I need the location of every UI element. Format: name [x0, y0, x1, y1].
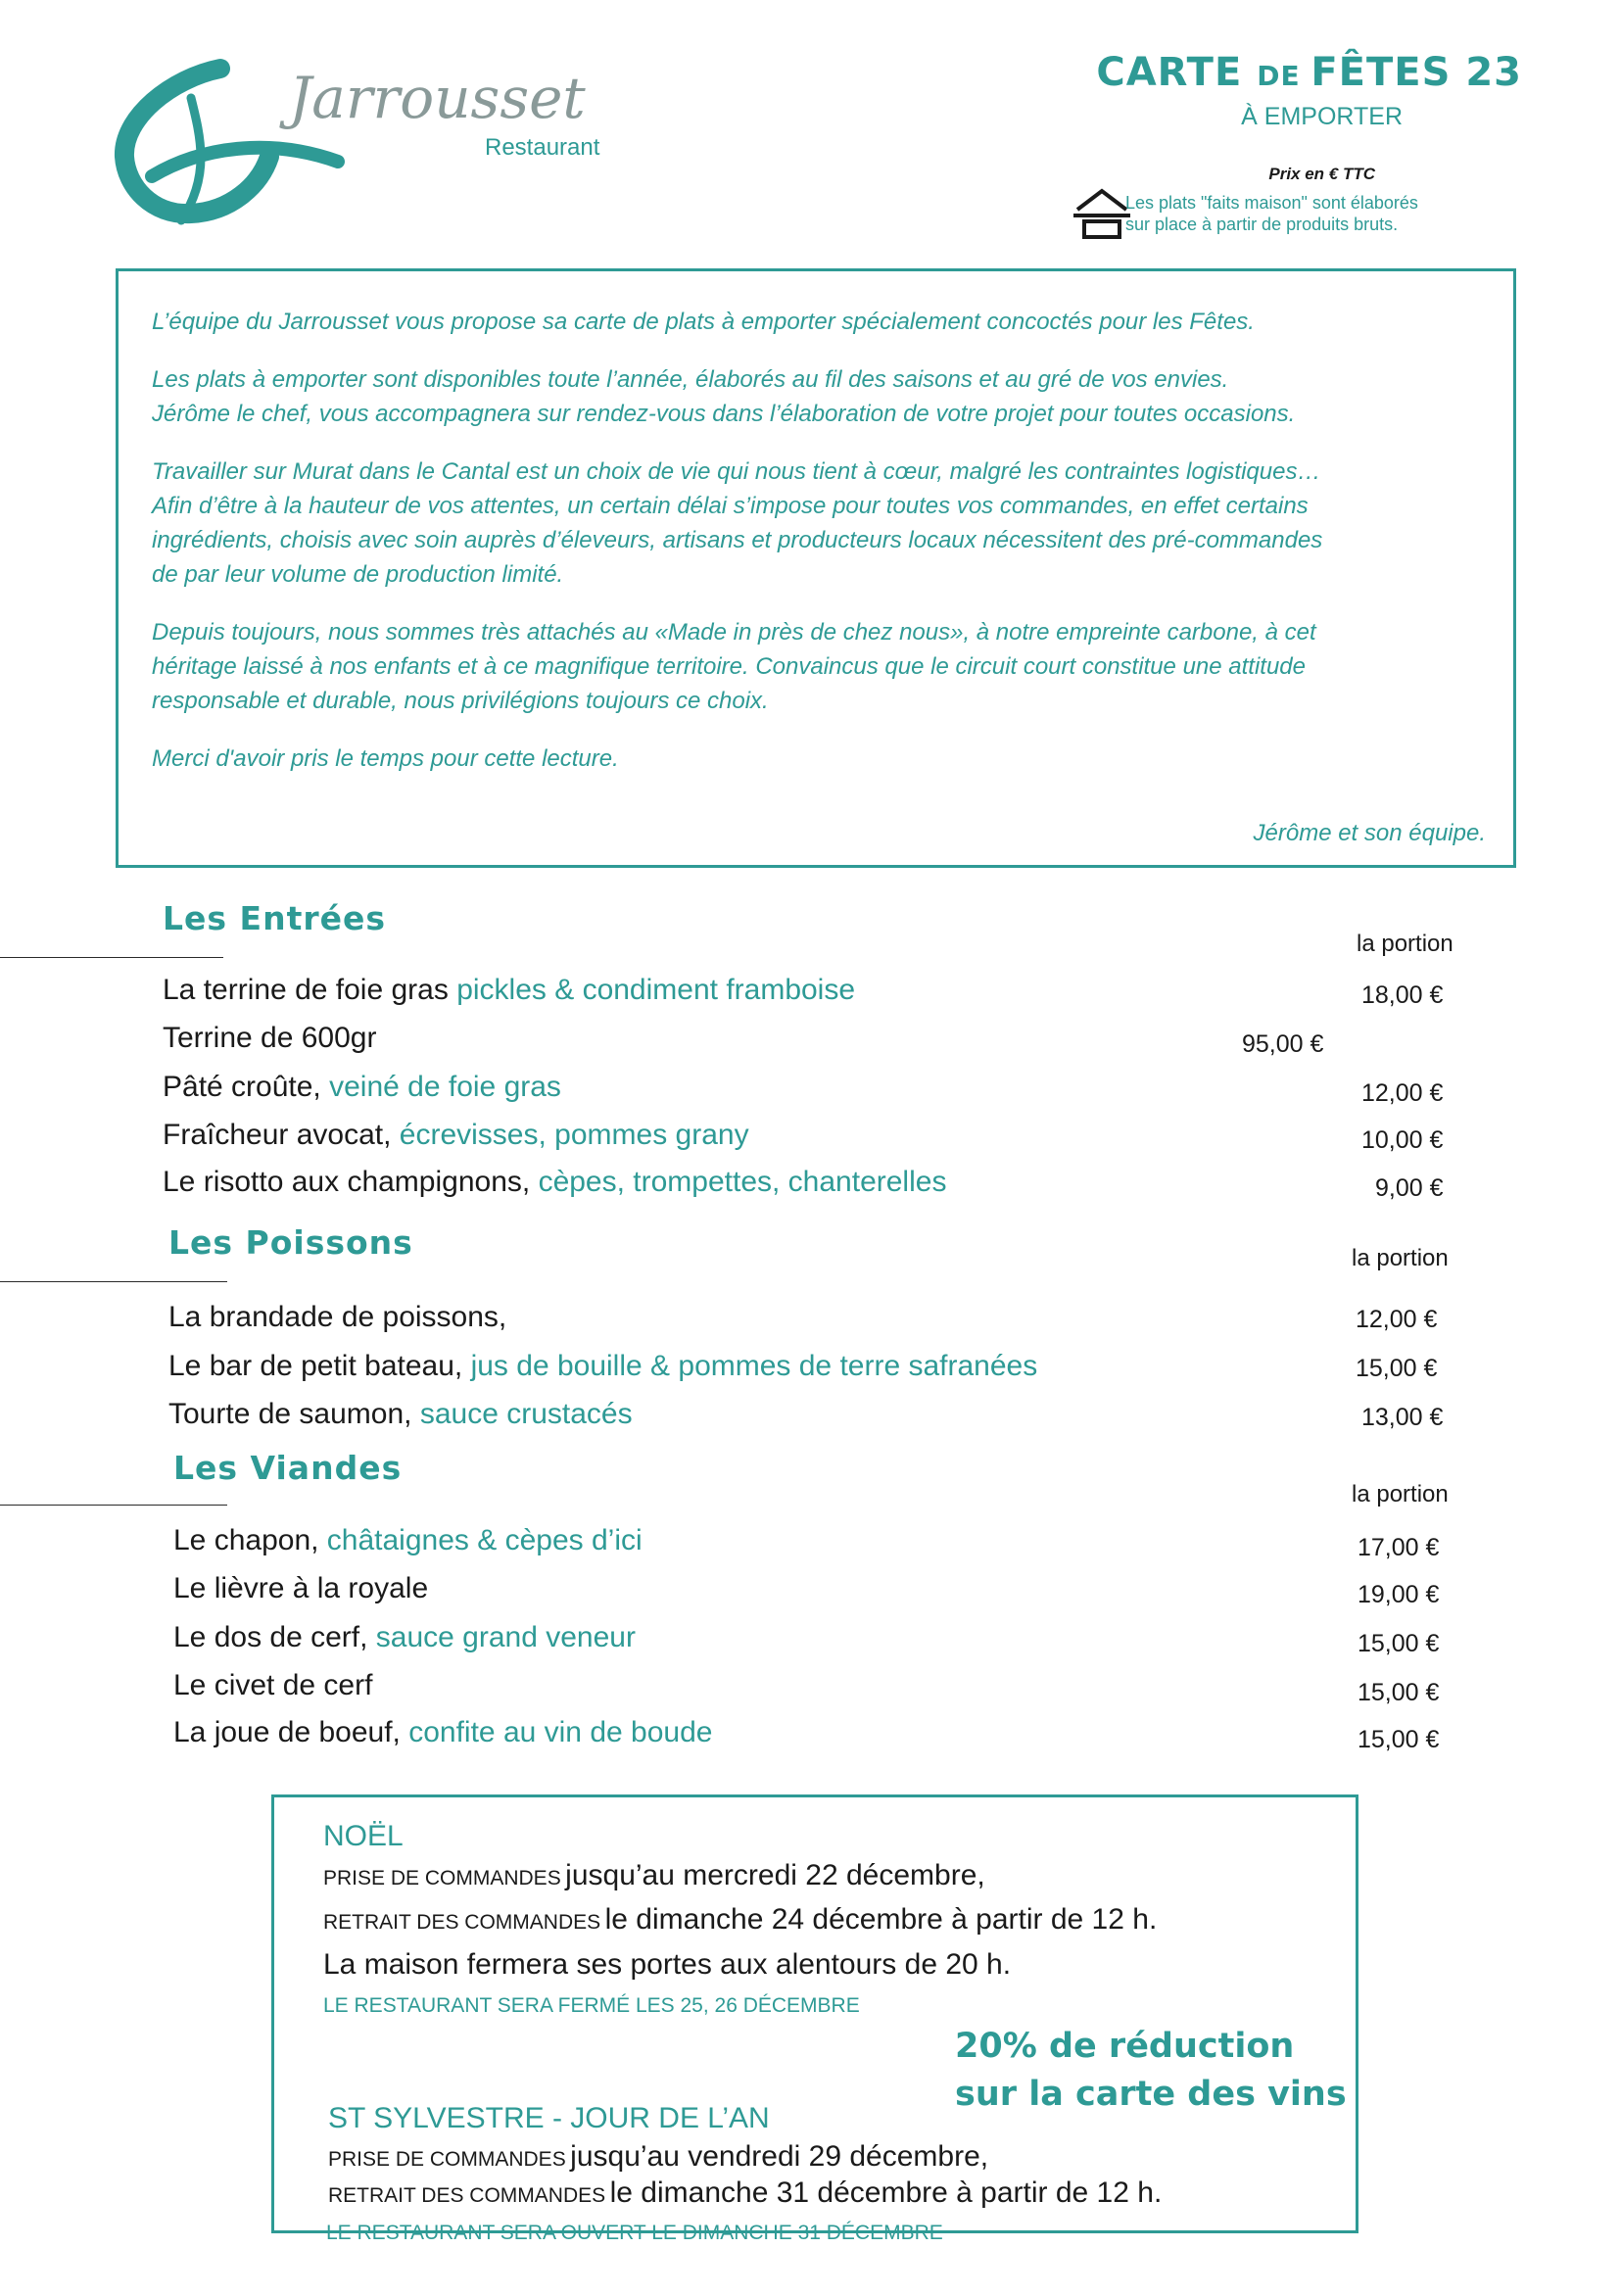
- item-price: 9,00 €: [1375, 1174, 1444, 1202]
- menu-item: [163, 1022, 376, 1055]
- house-icon: [1072, 186, 1132, 241]
- noel-closing: La maison fermera ses portes aux alentours de 20 h.: [323, 1948, 1012, 1981]
- homemade-line-1: Les plats "faits maison" sont élaborés: [1125, 193, 1418, 213]
- item-price: 95,00 €: [1242, 1030, 1324, 1058]
- intro-paragraph-2: [152, 362, 1484, 431]
- intro-paragraph-1: L’équipe du Jarrousset vous propose sa carte de plats à emporter spécialement concoctés pour les Fêtes.: [152, 309, 1255, 335]
- logo-brushstroke: [113, 39, 622, 235]
- item-name: Terrine de 600gr: [163, 1022, 377, 1054]
- item-name: Tourte de saumon,: [168, 1398, 420, 1430]
- item-name: Le chapon,: [173, 1524, 327, 1556]
- item-name: Le civet de cerf: [173, 1669, 373, 1701]
- item-name: La joue de boeuf,: [173, 1716, 409, 1748]
- item-price: 15,00 €: [1358, 1679, 1440, 1706]
- menu-item: [173, 1716, 712, 1749]
- menu-item: [168, 1398, 633, 1431]
- intro-line: Les plats à emporter sont disponibles toute l’année, élaborés au fil des saisons et au gré de vos envies.: [152, 366, 1229, 393]
- item-price: 10,00 €: [1361, 1126, 1444, 1154]
- portion-label: la portion: [1352, 1481, 1449, 1507]
- item-price: 17,00 €: [1358, 1534, 1440, 1561]
- item-price: 13,00 €: [1361, 1404, 1444, 1431]
- item-description: châtaignes & cèpes d’ici: [326, 1524, 643, 1556]
- intro-paragraph-5: Merci d'avoir pris le temps pour cette lecture.: [152, 745, 619, 772]
- wine-promo: [955, 2023, 1347, 2119]
- order-label: PRISE DE COMMANDES: [328, 2148, 566, 2171]
- intro-paragraph-4: [152, 615, 1484, 718]
- logo-tagline: Restaurant: [485, 134, 600, 161]
- title-part-de: DE: [1257, 60, 1311, 92]
- promo-line-2: sur la carte des vins: [955, 2075, 1347, 2114]
- intro-line: de par leur volume de production limité.: [152, 561, 564, 588]
- intro-line: Depuis toujours, nous sommes très attachés au «Made in près de chez nous», à notre empreinte carbone, à cet: [152, 619, 1316, 646]
- intro-box: [116, 268, 1516, 868]
- item-description: veiné de foie gras: [329, 1071, 561, 1103]
- item-description: jus de bouille & pommes de terre safranées: [470, 1350, 1038, 1382]
- title-part-fetes: FÊTES 23: [1310, 50, 1522, 95]
- section-divider: [0, 957, 223, 958]
- intro-line: ingrédients, choisis avec soin auprès d’éleveurs, artisans et producteurs locaux nécessitent des pré-commandes: [152, 527, 1323, 553]
- noel-title: NOËL: [323, 1820, 404, 1852]
- item-name: Pâté croûte,: [163, 1071, 330, 1103]
- page-header: [836, 51, 1522, 184]
- order-label: PRISE DE COMMANDES: [323, 1867, 561, 1889]
- order-value: jusqu’au vendredi 29 décembre,: [570, 2140, 989, 2173]
- sylvestre-title: ST SYLVESTRE - JOUR DE L’AN: [328, 2102, 770, 2134]
- homemade-notice: [1072, 186, 1502, 241]
- item-price: 15,00 €: [1356, 1355, 1438, 1382]
- menu-item: [163, 974, 855, 1007]
- section-divider: [0, 1505, 227, 1506]
- noel-order-row: [323, 1859, 985, 1892]
- menu-item: [168, 1350, 1037, 1383]
- menu-item: [168, 1301, 506, 1334]
- item-name: Fraîcheur avocat,: [163, 1119, 400, 1151]
- intro-line: héritage laissé à nos enfants et à ce magnifique territoire. Convaincus que le circuit court constitue une attitude: [152, 653, 1307, 680]
- item-description: pickles & condiment framboise: [456, 974, 856, 1006]
- price-note: Prix en € TTC: [1268, 165, 1375, 183]
- item-price: 12,00 €: [1356, 1306, 1438, 1333]
- section-title-poissons: Les Poissons: [168, 1223, 413, 1262]
- intro-line: responsable et durable, nous privilégions toujours ce choix.: [152, 688, 769, 714]
- order-value: jusqu’au mercredi 22 décembre,: [565, 1859, 985, 1891]
- portion-label: la portion: [1357, 931, 1453, 957]
- page-title: [836, 51, 1522, 98]
- item-price: 15,00 €: [1358, 1630, 1440, 1657]
- menu-item: [163, 1119, 749, 1152]
- item-name: La brandade de poissons,: [168, 1301, 507, 1333]
- section-divider: [0, 1281, 227, 1282]
- intro-signature: Jérôme et son équipe.: [1253, 820, 1486, 846]
- sylvestre-note: LE RESTAURANT SERA OUVERT LE DIMANCHE 31 DÉCEMBRE: [326, 2222, 943, 2244]
- noel-note: LE RESTAURANT SERA FERMÉ LES 25, 26 DÉCEMBRE: [323, 1994, 860, 2017]
- noel-pickup-row: [323, 1903, 1157, 1937]
- item-name: Le bar de petit bateau,: [168, 1350, 471, 1382]
- menu-item: [173, 1572, 428, 1605]
- item-name: Le risotto aux champignons,: [163, 1166, 539, 1198]
- title-part-carte: CARTE: [1096, 50, 1258, 95]
- pickup-value: le dimanche 31 décembre à partir de 12 h.: [609, 2176, 1163, 2209]
- intro-line: Afin d’être à la hauteur de vos attentes, un certain délai s’impose pour toutes vos commandes, en effet certains: [152, 493, 1309, 519]
- menu-item: [163, 1166, 946, 1199]
- sylvestre-order-row: [328, 2140, 988, 2174]
- item-price: 18,00 €: [1361, 981, 1444, 1009]
- item-name: Le lièvre à la royale: [173, 1572, 429, 1604]
- pickup-value: le dimanche 24 décembre à partir de 12 h.: [604, 1903, 1158, 1936]
- restaurant-logo: [113, 39, 622, 235]
- portion-label: la portion: [1352, 1245, 1449, 1271]
- holiday-info-box: [271, 1794, 1358, 2233]
- promo-line-1: 20% de réduction: [955, 2027, 1295, 2066]
- item-description: confite au vin de boude: [408, 1716, 713, 1748]
- item-description: écrevisses, pommes grany: [399, 1119, 749, 1151]
- menu-item: [163, 1071, 561, 1104]
- item-price: 12,00 €: [1361, 1079, 1444, 1107]
- menu-item: [173, 1524, 643, 1557]
- intro-line: Jérôme le chef, vous accompagnera sur rendez-vous dans l’élaboration de votre projet pour toutes occasions.: [152, 401, 1296, 427]
- homemade-line-2: sur place à partir de produits bruts.: [1125, 215, 1399, 234]
- intro-paragraph-3: [152, 454, 1484, 592]
- pickup-label: RETRAIT DES COMMANDES: [323, 1911, 601, 1934]
- item-description: sauce crustacés: [419, 1398, 633, 1430]
- item-description: cèpes, trompettes, chanterelles: [538, 1166, 947, 1198]
- intro-line: Travailler sur Murat dans le Cantal est un choix de vie qui nous tient à cœur, malgré les contraintes logistiques…: [152, 458, 1321, 485]
- item-name: Le dos de cerf,: [173, 1621, 376, 1653]
- section-title-entrees: Les Entrées: [163, 899, 387, 937]
- pickup-label: RETRAIT DES COMMANDES: [328, 2184, 606, 2207]
- menu-item: [173, 1669, 372, 1702]
- menu-item: [173, 1621, 636, 1654]
- section-title-viandes: Les Viandes: [173, 1449, 403, 1487]
- page-subtitle: À EMPORTER: [1241, 103, 1403, 130]
- logo-wordmark: Jarrousset: [289, 65, 586, 131]
- sylvestre-pickup-row: [328, 2176, 1162, 2210]
- item-name: La terrine de foie gras: [163, 974, 457, 1006]
- item-description: sauce grand veneur: [375, 1621, 636, 1653]
- item-price: 19,00 €: [1358, 1581, 1440, 1608]
- item-price: 15,00 €: [1358, 1726, 1440, 1753]
